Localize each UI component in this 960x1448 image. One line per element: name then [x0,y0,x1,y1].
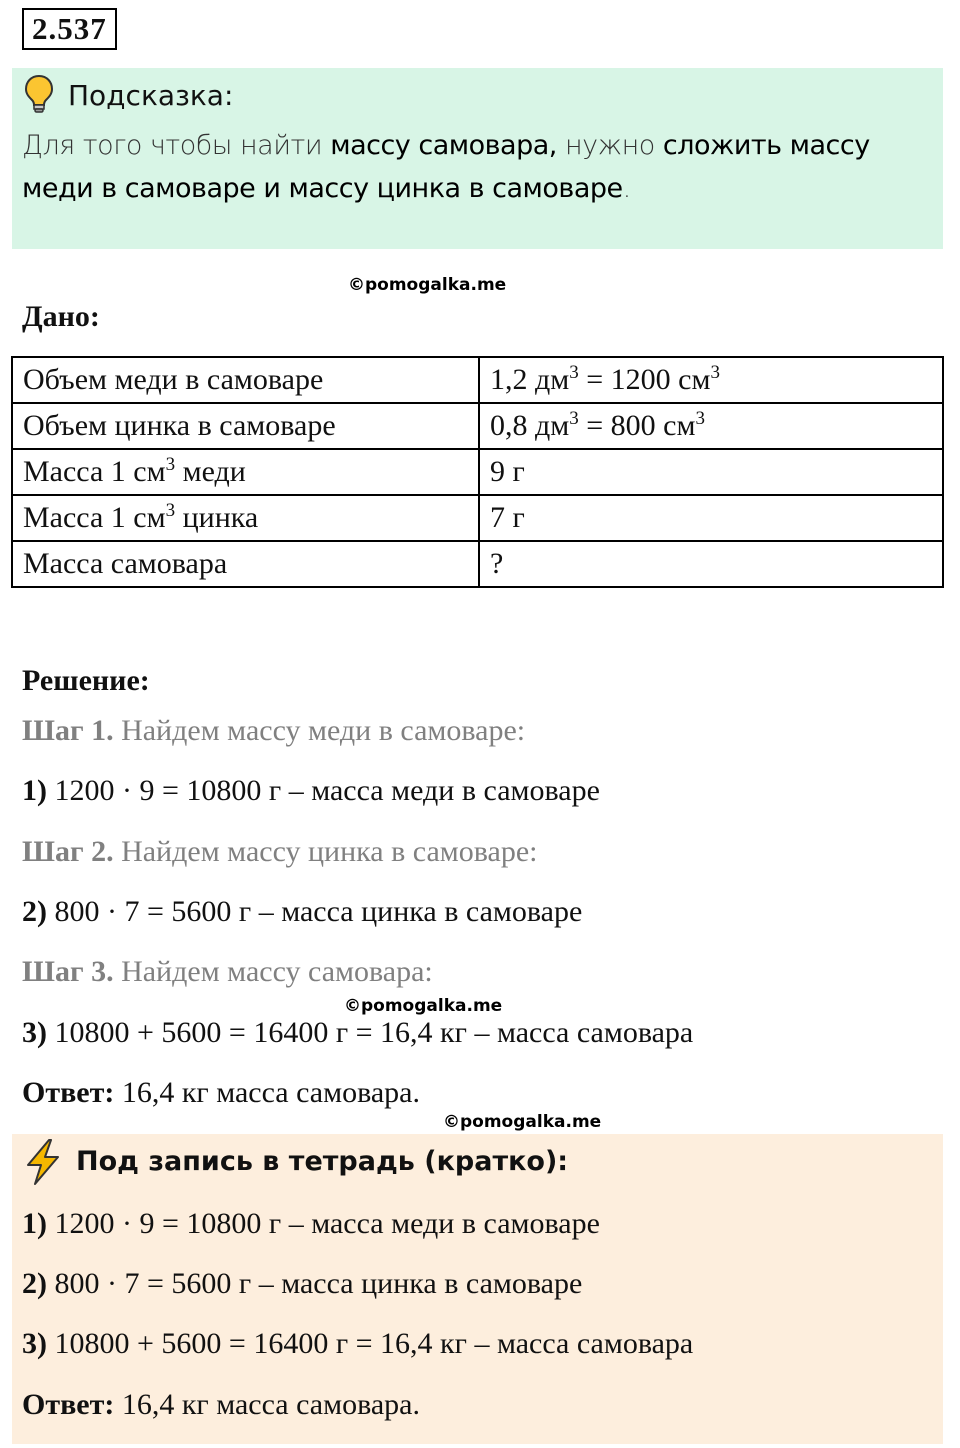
solution-heading: Решение: [22,664,150,697]
given-label: Объем цинка в самоваре [12,403,479,449]
notes-title: Под запись в тетрадь (кратко): [76,1146,569,1177]
watermark: ©pomogalka.me [348,275,507,295]
table-row [12,357,943,403]
given-value: 1,2 $дм^3 = 1200$ $см^3$ [479,357,943,403]
step-1-title: Шаг 1. Найдем массу меди в самоваре: [22,714,526,747]
hint-bold-1: массу самовара, [330,130,557,161]
step-3-calc: 3) 10800 + 5600 = 16400 г = 16,4 кг – масса самовара [22,1016,694,1049]
given-value: 0,8 $дм^3 = 800$ $см^3$ [479,403,943,449]
answer: Ответ: 16,4 кг масса самовара. [22,1076,420,1109]
given-value: 9 г [479,449,943,495]
given-label: Масса 1 $см^3$ цинка [12,495,479,541]
step-1-calc: 1) 1200 · 9 = 10800 г – масса меди в самоваре [22,774,600,807]
table-row [12,495,943,541]
step-3-title: Шаг 3. Найдем массу самовара: [22,955,433,988]
given-label: Объем меди в самоваре [12,357,479,403]
given-value: ? [479,541,943,587]
watermark: ©pomogalka.me [344,996,503,1016]
table-row [12,449,943,495]
hint-bold-2: сложить массу меди в самоваре и массу цинка в самоваре [22,130,870,204]
notes-line-2: 2) 800 · 7 = 5600 г – масса цинка в самоваре [22,1267,583,1300]
table-row [12,541,943,587]
lightning-icon [22,1138,64,1186]
step-2-calc: 2) 800 · 7 = 5600 г – масса цинка в самоваре [22,895,583,928]
hint-text: Для того чтобы найти массу самовара, нужно сложить массу меди в самоваре и массу цинка в самоваре. [22,130,870,204]
given-heading: Дано: [22,300,100,333]
notes-line-1: 1) 1200 · 9 = 10800 г – масса меди в самоваре [22,1207,600,1240]
lightbulb-icon [24,74,54,114]
problem-number: 2.537 [22,8,117,50]
given-value: 7 г [479,495,943,541]
notes-answer: Ответ: 16,4 кг масса самовара. [22,1388,420,1421]
hint-title: Подсказка: [68,79,234,112]
watermark: ©pomogalka.me [443,1112,602,1132]
given-label: Масса 1 $см^3$ меди [12,449,479,495]
table-row [12,403,943,449]
given-label: Масса самовара [12,541,479,587]
step-2-title: Шаг 2. Найдем массу цинка в самоваре: [22,835,538,868]
notes-line-3: 3) 10800 + 5600 = 16400 г = 16,4 кг – масса самовара [22,1327,694,1360]
given-table [11,356,944,588]
